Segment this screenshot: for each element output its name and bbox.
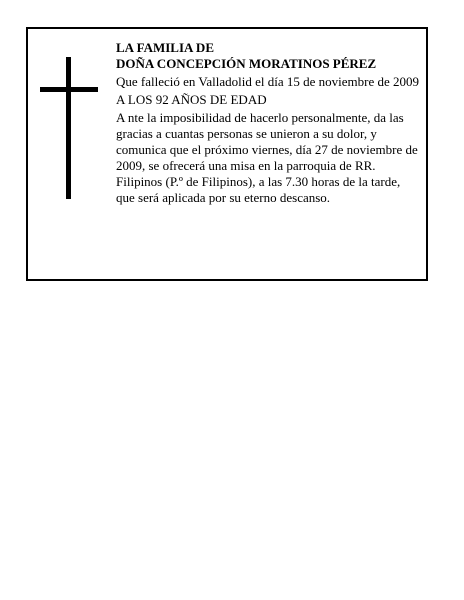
notice-heading-name: DOÑA CONCEPCIÓN MORATINOS PÉREZ: [116, 56, 377, 71]
cross-horizontal-bar: [40, 87, 98, 92]
notice-heading-family: LA FAMILIA DE: [116, 40, 214, 55]
notice-body: A nte la imposibilidad de hacerlo personalmente, da las gracias a cuantas personas se unieron a su dolor, y comunica que el próximo viernes, día 27 de noviembre de 2009, se ofrecerá una misa en la parroquia de RR. Filipinos (P.º de Filipinos), a las 7.30 horas de la tarde, que será aplicada por su eterno descanso.: [116, 110, 418, 205]
obituary-notice: [26, 27, 428, 281]
notice-death-info: Que falleció en Valladolid el día 15 de noviembre de 2009: [116, 74, 419, 89]
cross-vertical-bar: [66, 57, 71, 199]
notice-text: [116, 40, 422, 206]
cross-icon: [40, 57, 98, 199]
notice-age: A LOS 92 AÑOS DE EDAD: [116, 92, 267, 107]
